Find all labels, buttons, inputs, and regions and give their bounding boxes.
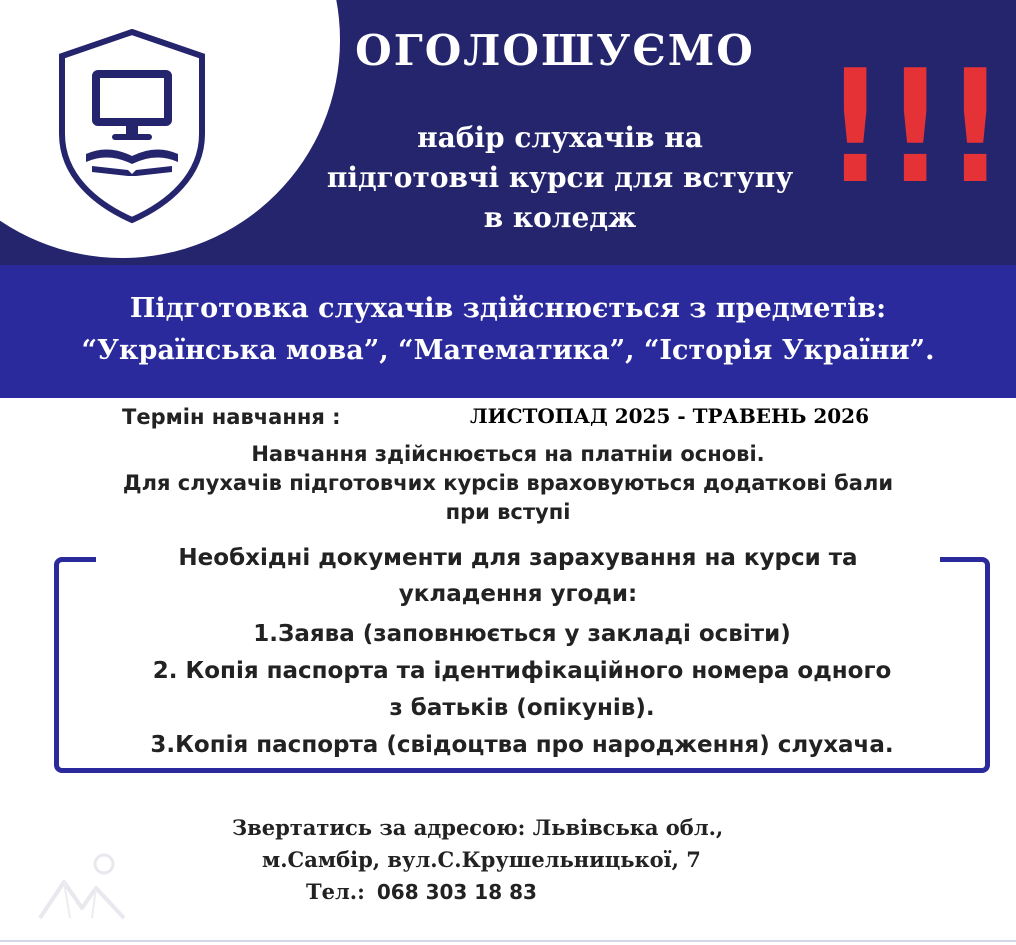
header-banner	[0, 0, 1016, 265]
subheadline-line: в коледж	[483, 201, 637, 234]
bottom-divider	[0, 940, 1016, 942]
documents-item: 2. Копія паспорта та ідентифікаційного номера одного	[152, 658, 892, 684]
phone-label: Тел.:	[306, 879, 365, 904]
documents-title-line: укладення угоди:	[398, 581, 638, 607]
phone-number[interactable]: 068 303 18 83	[376, 880, 537, 904]
subheadline	[290, 118, 830, 238]
subjects-line: Підготовка слухачів здійснюється з предметів:	[129, 293, 887, 324]
term-value: ЛИСТОПАД 2025 - ТРАВЕНЬ 2026	[470, 404, 870, 428]
shield-computer-book-icon	[56, 26, 208, 226]
info-line: Навчання здійснюється на платніи основі.	[251, 442, 765, 466]
documents-item: 1.Заява (заповнюється у закладі освіти)	[253, 621, 791, 647]
info-line: при вступі	[445, 500, 571, 524]
headline: ОГОЛОШУЄМО	[355, 26, 755, 75]
exclamation-marks: !!!	[826, 36, 1006, 218]
info-line: Для слухачів підготовчих курсів враховуються додаткові бали	[122, 471, 894, 495]
subjects-text	[0, 288, 1016, 372]
documents-item: 3.Копія паспорта (свідоцтва про народження) слухача.	[150, 732, 894, 758]
term-row	[0, 405, 1016, 435]
documents-list	[60, 616, 984, 764]
info-text	[0, 440, 1016, 527]
subheadline-line: підготовчі курси для вступу	[326, 161, 794, 194]
term-label: Термін навчання :	[122, 405, 341, 429]
documents-title	[96, 540, 940, 612]
watermark-logo-icon	[34, 852, 130, 924]
subheadline-line: набір слухачів на	[417, 121, 703, 154]
phone-row	[306, 876, 537, 908]
documents-title-line: Необхідні документи для зарахування на курси та	[178, 545, 858, 571]
documents-item: з батьків (опікунів).	[389, 695, 655, 721]
address-line: Звертатись за адресою: Львівська обл.,	[232, 815, 724, 840]
address-line: м.Самбір, вул.С.Крушельницької, 7	[262, 847, 701, 872]
subjects-line: “Українська мова”, “Математика”, “Історія України”.	[81, 335, 935, 366]
